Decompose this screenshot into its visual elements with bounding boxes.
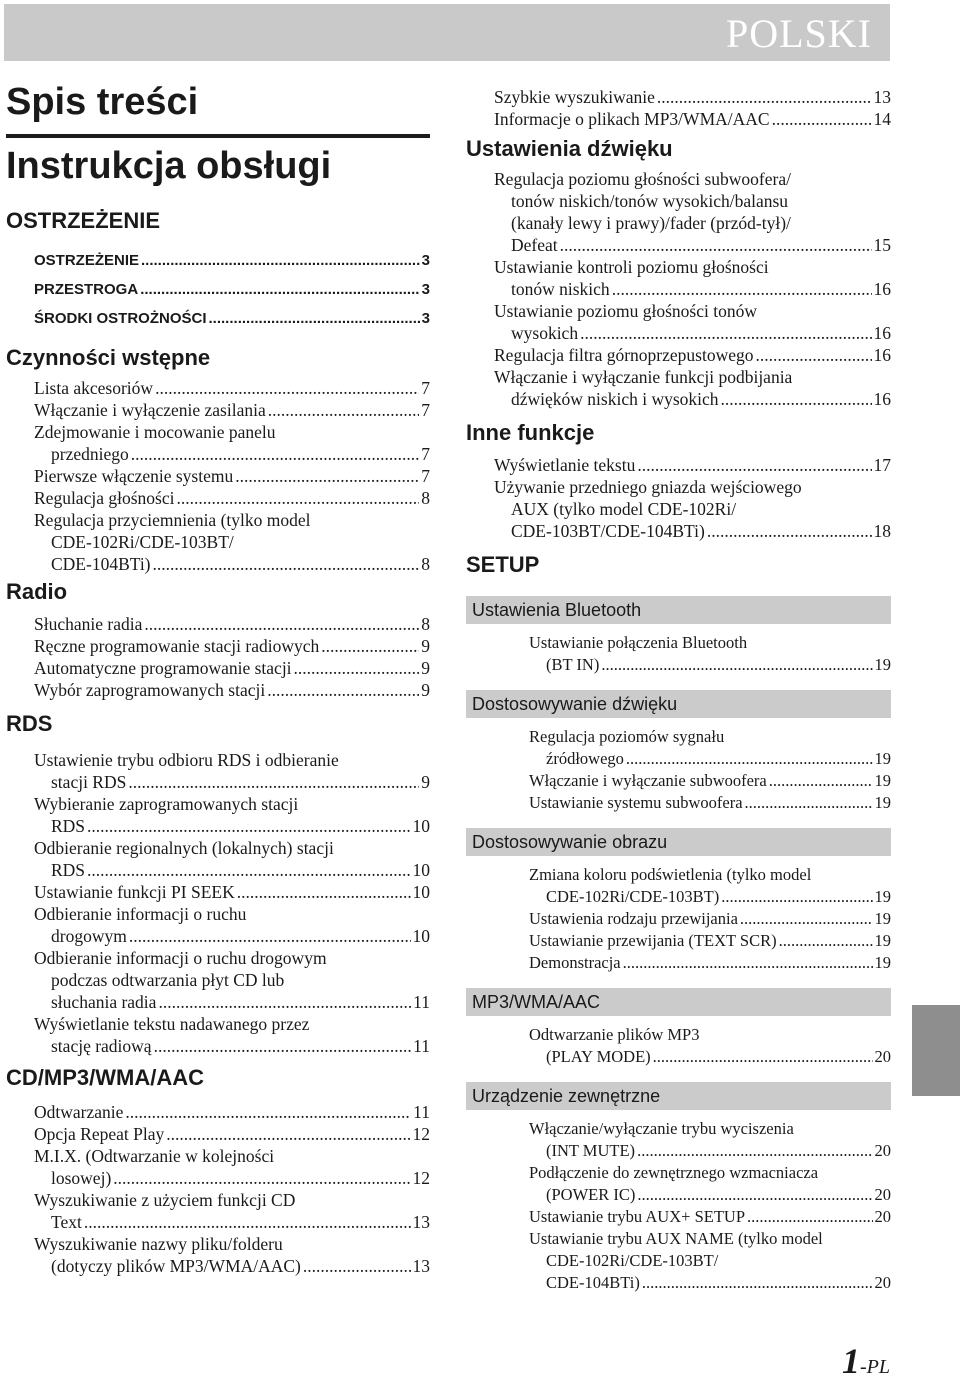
toc-entry-text: Ustawianie kontroli poziomu głośności <box>494 257 769 277</box>
toc-entry-page: 16 <box>873 279 891 299</box>
toc-entry-text: drogowym <box>51 926 127 946</box>
toc-entry-text: CDE-104BTi) <box>546 1273 640 1292</box>
dot-leader <box>158 991 411 1013</box>
dot-leader <box>113 1167 410 1189</box>
toc-left-column <box>6 80 430 1277</box>
dot-leader <box>87 815 410 837</box>
toc-entry-list <box>529 864 891 974</box>
toc-entry-page: 19 <box>874 931 891 950</box>
toc-entry[interactable] <box>34 903 430 947</box>
toc-entry-text: przedniego <box>51 444 129 464</box>
toc-entry-text: Ustawianie poziomu głośności tonów <box>494 301 757 321</box>
toc-entry[interactable] <box>34 1013 430 1057</box>
toc-entry-text: Ustawianie systemu subwoofera <box>529 793 743 812</box>
dot-leader <box>87 859 410 881</box>
toc-entry-text: Ustawianie połączenia Bluetooth <box>529 633 748 652</box>
toc-entry[interactable] <box>34 1123 430 1145</box>
dot-leader <box>707 520 872 542</box>
dot-leader <box>267 679 419 701</box>
toc-entry-text: AUX (tylko model CDE-102Ri/ <box>511 499 737 519</box>
toc-entry-page: 3 <box>421 281 430 298</box>
setup-group-bluetooth: Ustawienia Bluetooth <box>466 596 891 624</box>
toc-entry[interactable] <box>494 300 891 344</box>
toc-entry[interactable] <box>529 792 891 814</box>
dot-leader <box>294 657 420 679</box>
toc-entry-text: M.I.X. (Odtwarzanie w kolejności <box>34 1146 275 1166</box>
toc-entry-text: (dotyczy plików MP3/WMA/AAC) <box>51 1256 301 1276</box>
toc-entry-page: 11 <box>413 1102 430 1122</box>
toc-entry-page: 16 <box>873 323 891 343</box>
toc-entry-page: 13 <box>412 1256 430 1276</box>
toc-entry-text: stację radiową <box>51 1036 152 1056</box>
page-number <box>842 1340 890 1382</box>
toc-entry-list <box>494 454 891 542</box>
toc-entry-text: Używanie przedniego gniazda wejściowego <box>494 477 802 497</box>
toc-entry-text: Demonstracja <box>529 953 621 972</box>
dot-leader <box>642 1272 873 1294</box>
toc-entry-text: Text <box>51 1212 82 1232</box>
toc-entry[interactable] <box>34 399 430 421</box>
toc-entry-text: Pierwsze włączenie systemu <box>34 466 234 486</box>
toc-entry[interactable] <box>34 246 430 275</box>
dot-leader <box>580 322 871 344</box>
toc-entry[interactable] <box>34 304 430 333</box>
toc-entry-list <box>529 632 891 676</box>
toc-entry-page: 9 <box>421 772 430 792</box>
dot-leader <box>129 925 411 947</box>
toc-entry[interactable] <box>34 1233 430 1277</box>
toc-entry-text: Defeat <box>511 235 558 255</box>
toc-entry-text: Zmiana koloru podświetlenia (tylko model <box>529 865 812 884</box>
toc-entry-text: Regulacja przyciemnienia (tylko model <box>34 510 311 530</box>
toc-entry-text: Włączanie i wyłączanie funkcji podbijania <box>494 367 793 387</box>
toc-entry[interactable] <box>529 930 891 952</box>
toc-entry-text: Wyświetlanie tekstu nadawanego przez <box>34 1014 310 1034</box>
toc-entry-text: stacji RDS <box>51 772 127 792</box>
section-heading-sound-settings: Ustawienia dźwięku <box>466 136 673 161</box>
toc-entry-text: ŚRODKI OSTROŻNOŚCI <box>34 310 207 327</box>
section-heading-warning: OSTRZEŻENIE <box>6 208 161 233</box>
toc-entry-list <box>34 1101 430 1277</box>
toc-entry-text: Wyświetlanie tekstu <box>494 455 636 475</box>
dot-leader <box>637 454 871 476</box>
dot-leader <box>141 246 420 275</box>
toc-entry[interactable] <box>34 465 430 487</box>
toc-entry-text: Ustawianie trybu AUX NAME (tylko model <box>529 1229 823 1248</box>
toc-entry-list <box>529 1118 891 1294</box>
dot-leader <box>155 377 419 399</box>
toc-entry-text: słuchania radia <box>51 992 157 1012</box>
toc-entry-page: 12 <box>412 1124 430 1144</box>
toc-entry-text: Regulacja poziomów sygnału <box>529 727 725 746</box>
toc-entry[interactable] <box>34 657 430 679</box>
dot-leader <box>721 388 872 410</box>
toc-entry-list <box>34 246 430 333</box>
toc-entry-text: Lista akcesoriów <box>34 378 154 398</box>
language-banner <box>4 4 890 61</box>
toc-entry-page: 8 <box>421 554 430 574</box>
toc-entry[interactable] <box>529 770 891 792</box>
toc-entry-page: 9 <box>421 658 430 678</box>
dot-leader <box>745 792 873 814</box>
toc-entry-list <box>34 377 430 575</box>
toc-entry-page: 12 <box>412 1168 430 1188</box>
toc-entry-page: 7 <box>421 400 430 420</box>
toc-entry[interactable] <box>494 476 891 542</box>
toc-entry-page: 17 <box>873 455 891 475</box>
toc-entry-text: CDE-102Ri/CDE-103BT/ <box>51 532 234 552</box>
toc-entry-text: Ustawianie trybu AUX+ SETUP <box>529 1207 745 1226</box>
toc-title: Spis treści <box>6 80 430 138</box>
toc-entry[interactable] <box>34 613 430 635</box>
toc-entry[interactable] <box>34 679 430 701</box>
toc-entry-text: (PLAY MODE) <box>546 1047 651 1066</box>
toc-entry-text: Szybkie wyszukiwanie <box>494 87 655 107</box>
manual-title: Instrukcja obsługi <box>6 145 332 187</box>
toc-entry[interactable] <box>529 908 891 930</box>
toc-entry[interactable] <box>529 1024 891 1068</box>
dot-leader <box>747 1206 873 1228</box>
toc-entry[interactable] <box>34 509 430 575</box>
toc-entry[interactable] <box>34 881 430 903</box>
toc-entry-page: 16 <box>873 345 891 365</box>
toc-entry[interactable] <box>34 1145 430 1189</box>
toc-entry-list <box>494 168 891 410</box>
dot-leader <box>144 613 419 635</box>
toc-entry-page: 8 <box>421 488 430 508</box>
toc-entry-text: Ustawianie przewijania (TEXT SCR) <box>529 931 777 950</box>
toc-entry-page: 19 <box>874 909 891 928</box>
toc-entry-text: CDE-103BT/CDE-104BTi) <box>511 521 705 541</box>
toc-entry-page: 8 <box>421 614 430 634</box>
toc-entry-page: 19 <box>874 887 891 906</box>
toc-entry[interactable] <box>529 864 891 908</box>
toc-entry[interactable] <box>34 749 430 793</box>
toc-entry-text: Ustawianie funkcji PI SEEK <box>34 882 235 902</box>
toc-entry-page: 9 <box>421 636 430 656</box>
toc-entry[interactable] <box>34 275 430 304</box>
dot-leader <box>235 465 419 487</box>
toc-entry[interactable] <box>529 1206 891 1228</box>
section-heading-rds: RDS <box>6 711 53 736</box>
dot-leader <box>772 108 872 130</box>
toc-entry-text: Odbieranie regionalnych (lokalnych) stacji <box>34 838 334 858</box>
toc-entry-text: podczas odtwarzania płyt CD lub <box>51 970 285 990</box>
dot-leader <box>769 770 873 792</box>
toc-entry-page: 13 <box>412 1212 430 1232</box>
dot-leader <box>653 1046 873 1068</box>
toc-entry[interactable] <box>34 1189 430 1233</box>
toc-entry-page: 10 <box>412 816 430 836</box>
section-heading-other-functions: Inne funkcje <box>466 420 595 445</box>
section-heading-radio: Radio <box>6 579 68 604</box>
page-number-suffix: -PL <box>860 1356 890 1378</box>
toc-entry[interactable] <box>529 952 891 974</box>
toc-entry[interactable] <box>34 377 430 399</box>
toc-entry-text: Podłączenie do zewnętrznego wzmacniacza <box>529 1163 819 1182</box>
dot-leader <box>303 1255 411 1277</box>
toc-entry-text: (BT IN) <box>546 655 600 674</box>
toc-entry-text: RDS <box>51 816 86 836</box>
dot-leader <box>626 748 873 770</box>
toc-entry-list <box>494 86 891 130</box>
toc-entry-text: dźwięków niskich i wysokich <box>511 389 719 409</box>
toc-entry-page: 3 <box>421 252 430 269</box>
dot-leader <box>166 1123 410 1145</box>
toc-entry[interactable] <box>494 454 891 476</box>
toc-entry-text: Wybieranie zaprogramowanych stacji <box>34 794 299 814</box>
dot-leader <box>321 635 419 657</box>
toc-entry-page: 19 <box>874 655 891 674</box>
dot-leader <box>131 443 420 465</box>
toc-entry[interactable] <box>34 947 430 1013</box>
toc-entry-text: Wyszukiwanie z użyciem funkcji CD <box>34 1190 296 1210</box>
toc-entry[interactable] <box>34 421 430 465</box>
toc-entry-text: Odbieranie informacji o ruchu drogowym <box>34 948 327 968</box>
dot-leader <box>721 886 872 908</box>
toc-entry-text: Odtwarzanie <box>34 1102 124 1122</box>
toc-entry-text: Opcja Repeat Play <box>34 1124 165 1144</box>
toc-entry-text: Wyszukiwanie nazwy pliku/folderu <box>34 1234 283 1254</box>
toc-entry-text: Włączanie i wyłączenie zasilania <box>34 400 266 420</box>
toc-entry-text: (POWER IC) <box>546 1185 636 1204</box>
toc-entry[interactable] <box>529 1118 891 1162</box>
toc-entry-text: Słuchanie radia <box>34 614 143 634</box>
page-number-value: 1 <box>842 1341 860 1381</box>
toc-entry-page: 15 <box>873 235 891 255</box>
toc-entry-text: Włączanie i wyłączanie subwoofera <box>529 771 767 790</box>
toc-entry-page: 11 <box>413 992 430 1012</box>
toc-entry-list <box>529 726 891 814</box>
toc-entry-page: 20 <box>874 1273 891 1292</box>
setup-group-external-device: Urządzenie zewnętrzne <box>466 1082 891 1110</box>
toc-entry-list <box>34 749 430 1057</box>
toc-entry-text: OSTRZEŻENIE <box>34 252 140 269</box>
toc-entry[interactable] <box>494 108 891 130</box>
toc-entry[interactable] <box>529 1228 891 1294</box>
setup-group-display: Dostosowywanie obrazu <box>466 828 891 856</box>
toc-entry[interactable] <box>34 837 430 881</box>
toc-entry-list <box>529 1024 891 1068</box>
dot-leader <box>237 881 411 903</box>
toc-entry-text: PRZESTROGA <box>34 281 139 298</box>
toc-entry-page: 3 <box>421 310 430 327</box>
toc-entry-page: 7 <box>421 466 430 486</box>
toc-entry-text: tonów niskich <box>511 279 610 299</box>
toc-entry[interactable] <box>494 86 891 108</box>
toc-entry-text: tonów niskich/tonów wysokich/balansu <box>511 191 789 211</box>
toc-entry-text: wysokich <box>511 323 579 343</box>
toc-entry-page: 10 <box>412 926 430 946</box>
dot-leader <box>140 275 419 304</box>
toc-entry-text: CDE-104BTi) <box>51 554 151 574</box>
dot-leader <box>128 771 419 793</box>
setup-group-sound: Dostosowywanie dźwięku <box>466 690 891 718</box>
section-heading-setup: SETUP <box>466 552 540 577</box>
dot-leader <box>209 304 420 333</box>
dot-leader <box>153 553 420 575</box>
section-heading-cd-mp3: CD/MP3/WMA/AAC <box>6 1065 204 1090</box>
toc-entry-text: Regulacja głośności <box>34 488 175 508</box>
toc-entry-text: losowej) <box>51 1168 112 1188</box>
toc-entry-text: Ręczne programowanie stacji radiowych <box>34 636 320 656</box>
toc-entry-text: Regulacja filtra górnoprzepustowego <box>494 345 754 365</box>
dot-leader <box>125 1101 411 1123</box>
dot-leader <box>637 1184 872 1206</box>
toc-entry-text: RDS <box>51 860 86 880</box>
toc-entry-text: Informacje o plikach MP3/WMA/AAC <box>494 109 770 129</box>
toc-entry-page: 20 <box>874 1141 891 1160</box>
toc-entry-text: Odbieranie informacji o ruchu <box>34 904 247 924</box>
toc-entry[interactable] <box>529 1162 891 1206</box>
toc-entry-text: CDE-102Ri/CDE-103BT/ <box>546 1251 719 1270</box>
toc-entry-text: Włączanie/wyłączanie trybu wyciszenia <box>529 1119 794 1138</box>
toc-entry[interactable] <box>34 1101 430 1123</box>
setup-group-mp3: MP3/WMA/AAC <box>466 988 891 1016</box>
toc-entry-list <box>34 613 430 701</box>
section-edge-tab <box>912 1005 960 1096</box>
toc-entry[interactable] <box>494 256 891 300</box>
dot-leader <box>779 930 873 952</box>
dot-leader <box>612 278 872 300</box>
toc-entry-text: CDE-102Ri/CDE-103BT) <box>546 887 720 906</box>
toc-entry[interactable] <box>34 793 430 837</box>
toc-entry-text: Odtwarzanie plików MP3 <box>529 1025 700 1044</box>
toc-entry-text: źródłowego <box>546 749 624 768</box>
dot-leader <box>756 344 872 366</box>
toc-entry-page: 19 <box>874 749 891 768</box>
dot-leader <box>601 654 872 676</box>
toc-right-column <box>466 86 891 1294</box>
toc-entry-page: 16 <box>873 389 891 409</box>
toc-entry-page: 20 <box>874 1207 891 1226</box>
toc-entry[interactable] <box>34 487 430 509</box>
toc-entry-text: (INT MUTE) <box>546 1141 636 1160</box>
dot-leader <box>657 86 872 108</box>
toc-entry-page: 19 <box>874 793 891 812</box>
toc-entry-page: 18 <box>873 521 891 541</box>
toc-entry-text: Regulacja poziomu głośności subwoofera/ <box>494 169 791 189</box>
toc-entry[interactable] <box>494 366 891 410</box>
dot-leader <box>637 1140 872 1162</box>
toc-entry-page: 20 <box>874 1047 891 1066</box>
toc-entry[interactable] <box>494 168 891 256</box>
dot-leader <box>154 1035 412 1057</box>
toc-entry[interactable] <box>529 632 891 676</box>
toc-entry-page: 19 <box>874 953 891 972</box>
dot-leader <box>623 952 873 974</box>
dot-leader <box>740 908 873 930</box>
toc-entry-page: 14 <box>873 109 891 129</box>
toc-entry[interactable] <box>529 726 891 770</box>
toc-entry-text: Ustawienia rodzaju przewijania <box>529 909 738 928</box>
toc-entry-text: Zdejmowanie i mocowanie panelu <box>34 422 276 442</box>
dot-leader <box>268 399 420 421</box>
toc-entry-text: Ustawienie trybu odbioru RDS i odbieranie <box>34 750 339 770</box>
toc-entry-page: 7 <box>421 378 430 398</box>
toc-entry-page: 19 <box>874 771 891 790</box>
toc-entry[interactable] <box>34 635 430 657</box>
language-label: POLSKI <box>725 11 872 56</box>
dot-leader <box>560 234 872 256</box>
dot-leader <box>84 1211 411 1233</box>
toc-entry-text: Wybór zaprogramowanych stacji <box>34 680 266 700</box>
toc-entry[interactable] <box>494 344 891 366</box>
toc-entry-page: 7 <box>421 444 430 464</box>
toc-entry-page: 9 <box>421 680 430 700</box>
toc-entry-page: 10 <box>412 882 430 902</box>
toc-entry-page: 11 <box>413 1036 430 1056</box>
toc-entry-page: 20 <box>874 1185 891 1204</box>
toc-entry-page: 10 <box>412 860 430 880</box>
toc-entry-text: (kanały lewy i prawy)/fader (przód-tył)/ <box>511 213 791 233</box>
toc-entry-text: Automatyczne programowanie stacji <box>34 658 292 678</box>
section-heading-getting-started: Czynności wstępne <box>6 345 211 370</box>
dot-leader <box>176 487 419 509</box>
toc-entry-page: 13 <box>873 87 891 107</box>
